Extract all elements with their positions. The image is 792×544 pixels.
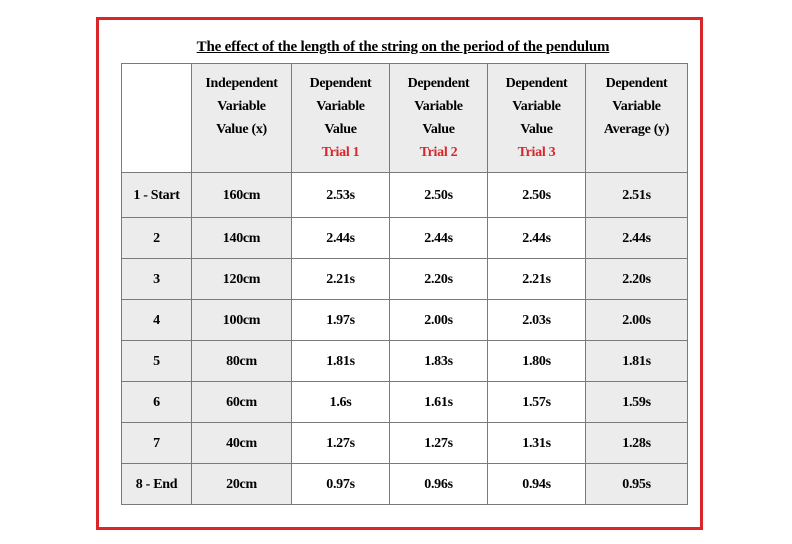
- trial-3-cell: 1.31s: [488, 423, 586, 464]
- trial-1-cell: 1.6s: [292, 382, 390, 423]
- trial-2-cell: 2.50s: [390, 173, 488, 218]
- trial-1-cell: 1.97s: [292, 300, 390, 341]
- header-row: [122, 64, 688, 173]
- header-independent-variable: Independent Variable Value (x): [192, 64, 292, 173]
- header-trial-1: Dependent Variable Value Trial 1: [292, 64, 390, 173]
- row-label: 6: [122, 382, 192, 423]
- row-label: 5: [122, 341, 192, 382]
- trial-3-cell: 0.94s: [488, 464, 586, 505]
- trial-3-cell: 1.57s: [488, 382, 586, 423]
- trial-1-cell: 0.97s: [292, 464, 390, 505]
- table-row: [122, 341, 688, 382]
- table-row: [122, 423, 688, 464]
- row-label: 1 - Start: [122, 173, 192, 218]
- length-cell: 140cm: [192, 218, 292, 259]
- corner-cell: [122, 64, 192, 173]
- average-cell: 1.81s: [586, 341, 688, 382]
- trial-1-cell: 2.53s: [292, 173, 390, 218]
- trial-2-cell: 2.44s: [390, 218, 488, 259]
- trial-3-cell: 2.03s: [488, 300, 586, 341]
- trial-2-cell: 1.27s: [390, 423, 488, 464]
- trial-3-cell: 2.44s: [488, 218, 586, 259]
- header-average: Dependent Variable Average (y): [586, 64, 688, 173]
- row-label: 3: [122, 259, 192, 300]
- trial-3-cell: 1.80s: [488, 341, 586, 382]
- trial-1-cell: 2.44s: [292, 218, 390, 259]
- average-cell: 2.20s: [586, 259, 688, 300]
- length-cell: 120cm: [192, 259, 292, 300]
- trial-2-cell: 2.00s: [390, 300, 488, 341]
- header-trial-2: Dependent Variable Value Trial 2: [390, 64, 488, 173]
- average-cell: 1.28s: [586, 423, 688, 464]
- average-cell: 2.44s: [586, 218, 688, 259]
- row-label: 2: [122, 218, 192, 259]
- average-cell: 0.95s: [586, 464, 688, 505]
- trial-label: Trial 1: [321, 145, 360, 160]
- table-row: [122, 218, 688, 259]
- table-row: [122, 300, 688, 341]
- length-cell: 20cm: [192, 464, 292, 505]
- trial-1-cell: 1.27s: [292, 423, 390, 464]
- length-cell: 40cm: [192, 423, 292, 464]
- row-label: 4: [122, 300, 192, 341]
- trial-label: Trial 3: [517, 145, 556, 160]
- trial-3-cell: 2.21s: [488, 259, 586, 300]
- trial-1-cell: 1.81s: [292, 341, 390, 382]
- table-row: [122, 382, 688, 423]
- table-row: [122, 464, 688, 505]
- length-cell: 160cm: [192, 173, 292, 218]
- average-cell: 2.51s: [586, 173, 688, 218]
- table-row: [122, 173, 688, 218]
- average-cell: 1.59s: [586, 382, 688, 423]
- header-trial-3: Dependent Variable Value Trial 3: [488, 64, 586, 173]
- table-row: [122, 259, 688, 300]
- trial-label: Trial 2: [419, 145, 458, 160]
- trial-2-cell: 1.83s: [390, 341, 488, 382]
- results-table: [121, 63, 688, 505]
- trial-2-cell: 0.96s: [390, 464, 488, 505]
- row-label: 8 - End: [122, 464, 192, 505]
- average-cell: 2.00s: [586, 300, 688, 341]
- trial-3-cell: 2.50s: [488, 173, 586, 218]
- length-cell: 100cm: [192, 300, 292, 341]
- length-cell: 80cm: [192, 341, 292, 382]
- trial-2-cell: 2.20s: [390, 259, 488, 300]
- trial-2-cell: 1.61s: [390, 382, 488, 423]
- row-label: 7: [122, 423, 192, 464]
- length-cell: 60cm: [192, 382, 292, 423]
- table-title: The effect of the length of the string on the period of the pendulum: [196, 39, 610, 55]
- trial-1-cell: 2.21s: [292, 259, 390, 300]
